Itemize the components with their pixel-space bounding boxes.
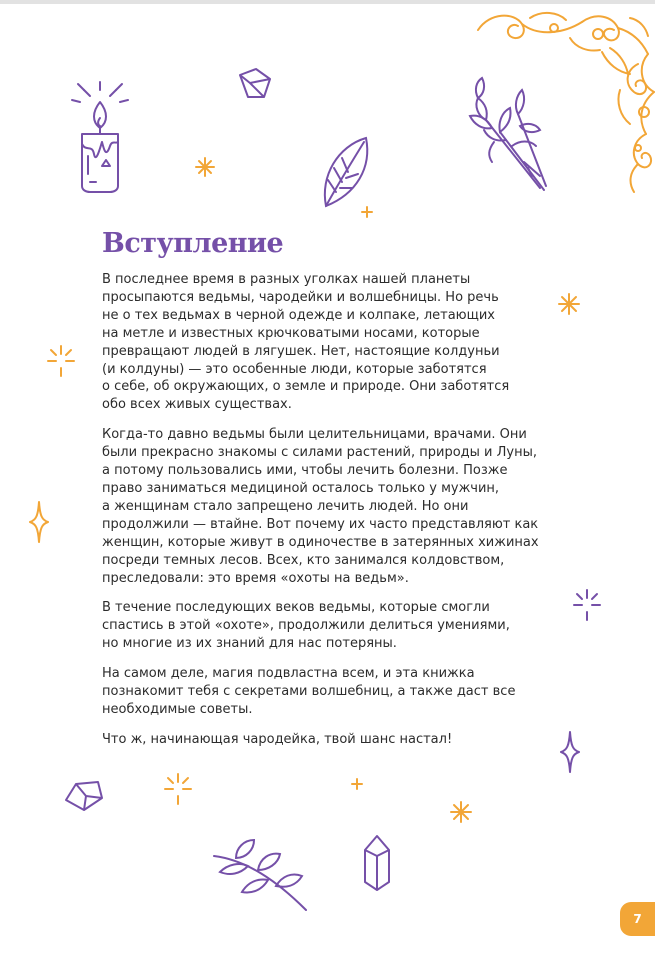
sparkle-icon [361,206,373,218]
leaf-icon [318,132,374,212]
page-number-badge [620,902,655,936]
burst-icon [163,772,193,806]
page-number: 7 [633,912,642,926]
paragraph: Что ж, начинающая чародейка, твой шанс настал! [102,731,453,747]
sparkle-icon [351,778,363,790]
candle-icon [62,78,142,196]
intro-text [102,271,572,761]
paragraph: В течение последующих веков ведьмы, которые смогли спастись в этой «охоте», продолжили делиться умениями, но многие из их знаний для нас потеряны. [102,600,510,652]
crystal-icon [234,65,276,103]
leaf-branch-icon [206,836,314,916]
page-top-edge [0,0,655,4]
paragraph: Когда-то давно ведьмы были целительницами, врачами. Они были прекрасно знакомы с силами растений, природы и Луны, а потому пользовались ими, чтобы лечить болезни. Позже право заниматься медициной осталось только у мужчин, а женщинам стало запрещено лечить людей. Но они продолжили — втайне. Вот почему их часто представляют как женщин, которые живут в одиночестве в затерянных хижинах посреди темных лесов. Всех, кто занимался колдовством, преследовали: это время «охоты на ведьм». [102,427,539,586]
sparkle-icon [194,156,216,178]
sparkle-icon [449,800,473,824]
paragraph: В последнее время в разных уголках нашей планеты просыпаются ведьмы, чародейки и волшебницы. Но речь не о тех ведьмах в черной одежде и колпаке, летающих на метле и известных крючковатыми носами, которые превращают людей в лягушек. Нет, настоящие колдуньи (и колдуны) — это особенные люди, которые заботятся о себе, об окружающих, о земле и природе. Они заботятся обо всех живых существах. [102,272,510,413]
page-title: Вступление [102,228,284,259]
herb-bundle-icon [458,76,558,196]
twinkle-icon [28,500,50,544]
burst-icon [46,344,76,378]
crystal-icon [62,778,106,814]
crystal-icon [357,832,397,894]
paragraph: На самом деле, магия подвластна всем, и эта книжка познакомит тебя с секретами волшебниц, а также даст все необходимые советы. [102,666,516,717]
burst-icon [572,588,602,622]
